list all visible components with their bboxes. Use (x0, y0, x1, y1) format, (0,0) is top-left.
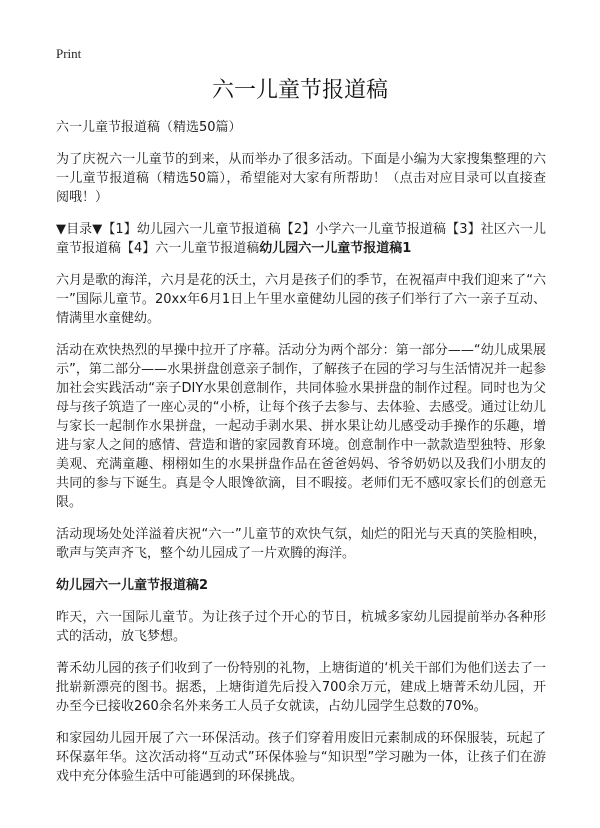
intro-paragraph: 为了庆祝六一儿童节的到来，从而举办了很多活动。下面是小编为大家搜集整理的六一儿童节报道稿（精选50篇），希望能对大家有所帮助！（点击对应目录可以直接查阅哦！） (56, 152, 546, 205)
page-title: 六一儿童节报道稿 (211, 78, 388, 103)
print-link[interactable]: Print (56, 46, 82, 61)
section1-paragraph-2: 活动在欢快热烈的早操中拉开了序幕。活动分为两个部分：第一部分——“幼儿成果展示”，第二部分——水果拼盘创意亲子制作，了解孩子在园的学习与生活情况并一起参加社会实践活动“亲子DIY水果创意制作，共同体验水果拼盘的制作过程。同时也为父母与孩子筑造了一座心灵的“小桥，让每个孩子去参与、去体验、去感受。通过让幼儿与家长一起制作水果拼盘，一起动手剥水果、拼水果让幼儿感受动手操作的乐趣，增进与家人之间的感情、营造和谐的家园教育环境。创意制作中一款款造型独特、形象美观、充满童趣、栩栩如生的水果拼盘作品在爸爸妈妈、爷爷奶奶以及我们小朋友的共同的参与下诞生。真是令人眼馋欲滴，目不暇接。老师们无不感叹家长们的创意无限。 (56, 343, 546, 510)
section-heading-2: 幼儿园六一儿童节报道稿2 (56, 578, 209, 593)
document-body (56, 118, 546, 799)
toc-links[interactable]: ▼目录▼【1】幼儿园六一儿童节报道稿【2】小学六一儿童节报道稿【3】社区六一儿童节报道稿【4】六一儿童节报道稿 (56, 222, 546, 256)
section2-paragraph-3: 和家园幼儿园开展了六一环保活动。孩子们穿着用废旧元素制成的环保服装，玩起了环保嘉年华。这次活动将“互动式”环保体验与“知识型”学习融为一体，让孩子们在游戏中充分体验生活中可能遇到的环保挑战。 (56, 731, 546, 784)
document-subtitle: 六一儿童节报道稿（精选50篇） (56, 120, 242, 135)
table-of-contents (56, 220, 546, 258)
section2-paragraph-2: 菁禾幼儿园的孩子们收到了一份特别的礼物，上塘街道的‘机关干部们为他们送去了一批崭新漂亮的图书。据悉，上塘街道先后投入700余万元，建成上塘菁禾幼儿园，开办至今已接收260余名外来务工人员子女就读，占幼儿园学生总数的70%。 (56, 661, 546, 714)
section-heading-1: 幼儿园六一儿童节报道稿1 (259, 241, 412, 256)
section1-paragraph-3: 活动现场处处洋溢着庆祝“六一”儿童节的欢快气氛，灿烂的阳光与天真的笑脸相映，歌声与笑声齐飞，整个幼儿园成了一片欢腾的海洋。 (56, 527, 546, 561)
section1-paragraph-1: 六月是歌的海洋，六月是花的沃土，六月是孩子们的季节，在祝福声中我们迎来了“六一”国际儿童节。20xx年6月1日上午里水童健幼儿园的孩子们举行了六一亲子互动、情满里水童健幼。 (56, 273, 546, 326)
section2-paragraph-1: 昨天，六一国际儿童节。为让孩子过个开心的节日，杭城多家幼儿园提前举办各种形式的活动，放飞梦想。 (56, 610, 546, 644)
